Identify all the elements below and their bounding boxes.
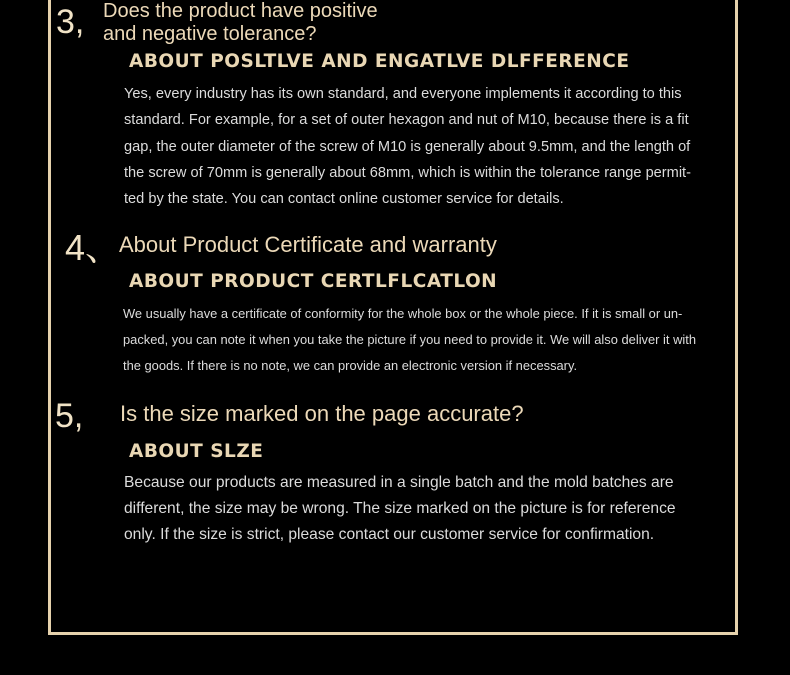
- section-3-body-line: standard. For example, for a set of outer hexagon and nut of M10, because there is a fit: [124, 112, 689, 129]
- section-5-body-line: different, the size may be wrong. The size marked on the picture is for reference: [124, 500, 676, 517]
- section-3-number: 3,: [56, 3, 85, 41]
- section-3-body: [124, 81, 691, 212]
- section-4-question: About Product Certificate and warranty: [119, 232, 497, 257]
- section-5-body-line: only. If the size is strict, please contact our customer service for confirmation.: [124, 526, 655, 543]
- section-3-heading: ABOUT POSLTLVE AND ENGATLVE DLFFERENCE: [129, 51, 630, 72]
- section-4-number: 4、: [65, 227, 122, 268]
- section-4-body-line: the goods. If there is no note, we can provide an electronic version if necessary.: [123, 358, 578, 373]
- section-3-question-line-1: Does the product have positive: [103, 0, 378, 22]
- section-5-question: Is the size marked on the page accurate?: [120, 401, 524, 426]
- section-5-heading: ABOUT SLZE: [129, 441, 264, 462]
- section-5-number: 5,: [55, 397, 84, 435]
- section-3-question: [103, 0, 378, 46]
- section-4-heading: ABOUT PRODUCT CERTLFLCATLON: [129, 271, 498, 292]
- section-3-body-line: Yes, every industry has its own standard, and everyone implements it according to this: [124, 86, 682, 102]
- section-3-question-line-2: and negative tolerance?: [103, 23, 317, 45]
- section-3-body-line: ted by the state. You can contact online customer service for details.: [124, 191, 564, 208]
- section-4-body-line: We usually have a certificate of conformity for the whole box or the whole piece. If it is small or un-: [123, 306, 683, 321]
- section-5-body-line: Because our products are measured in a single batch and the mold batches are: [124, 474, 674, 491]
- section-5-body: [124, 470, 676, 548]
- section-4-body-line: packed, you can note it when you take the picture if you need to provide it. We will also deliver it with: [123, 332, 696, 347]
- section-3-body-line: gap, the outer diameter of the screw of M10 is generally about 9.5mm, and the length of: [124, 138, 691, 155]
- section-4-body: [123, 301, 696, 379]
- section-3-body-line: the screw of 70mm is generally about 68mm, which is within the tolerance range permit-: [124, 164, 691, 181]
